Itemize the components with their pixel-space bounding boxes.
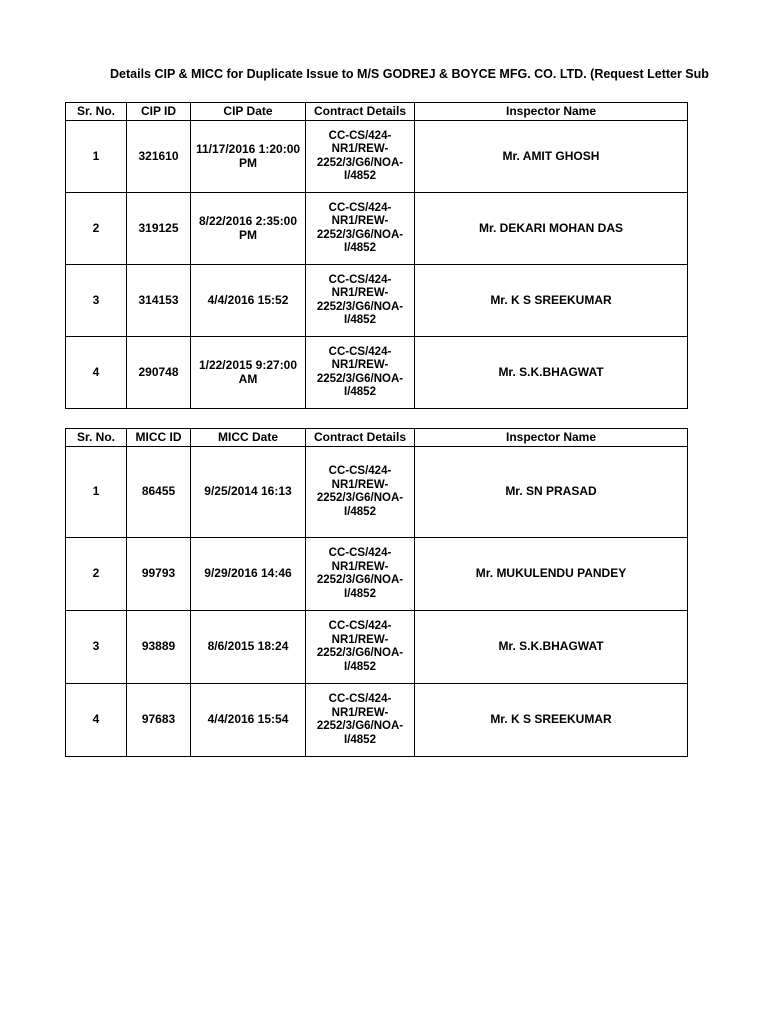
micc-id-cell: 97683 xyxy=(127,684,191,757)
table-row xyxy=(66,684,688,757)
inspector-name-cell: Mr. MUKULENDU PANDEY xyxy=(415,538,688,611)
table-header-row xyxy=(66,429,688,447)
sr-no-cell: 3 xyxy=(66,265,127,337)
table-row xyxy=(66,193,688,265)
micc-date-cell: 4/4/2016 15:54 xyxy=(191,684,306,757)
contract-details-cell: CC-CS/424-NR1/REW-2252/3/G6/NOA-I/4852 xyxy=(306,121,415,193)
micc-date-cell: 8/6/2015 18:24 xyxy=(191,611,306,684)
header-sr-no: Sr. No. xyxy=(66,429,127,447)
table-row xyxy=(66,538,688,611)
contract-details-cell: CC-CS/424-NR1/REW-2252/3/G6/NOA-I/4852 xyxy=(306,193,415,265)
micc-id-cell: 86455 xyxy=(127,447,191,538)
header-sr-no: Sr. No. xyxy=(66,103,127,121)
cip-table xyxy=(65,102,688,409)
inspector-name-cell: Mr. DEKARI MOHAN DAS xyxy=(415,193,688,265)
cip-id-cell: 314153 xyxy=(127,265,191,337)
contract-details-cell: CC-CS/424-NR1/REW-2252/3/G6/NOA-I/4852 xyxy=(306,337,415,409)
header-contract-details: Contract Details xyxy=(306,429,415,447)
inspector-name-cell: Mr. S.K.BHAGWAT xyxy=(415,611,688,684)
contract-details-cell: CC-CS/424-NR1/REW-2252/3/G6/NOA-I/4852 xyxy=(306,684,415,757)
cip-date-cell: 11/17/2016 1:20:00 PM xyxy=(191,121,306,193)
inspector-name-cell: Mr. K S SREEKUMAR xyxy=(415,265,688,337)
sr-no-cell: 4 xyxy=(66,684,127,757)
header-cip-date: CIP Date xyxy=(191,103,306,121)
table-row xyxy=(66,265,688,337)
cip-id-cell: 319125 xyxy=(127,193,191,265)
table-row xyxy=(66,337,688,409)
header-micc-date: MICC Date xyxy=(191,429,306,447)
cip-date-cell: 8/22/2016 2:35:00 PM xyxy=(191,193,306,265)
header-inspector-name: Inspector Name xyxy=(415,103,688,121)
sr-no-cell: 4 xyxy=(66,337,127,409)
contract-details-cell: CC-CS/424-NR1/REW-2252/3/G6/NOA-I/4852 xyxy=(306,538,415,611)
header-micc-id: MICC ID xyxy=(127,429,191,447)
micc-id-cell: 99793 xyxy=(127,538,191,611)
sr-no-cell: 2 xyxy=(66,193,127,265)
micc-id-cell: 93889 xyxy=(127,611,191,684)
micc-table xyxy=(65,428,688,757)
cip-date-cell: 4/4/2016 15:52 xyxy=(191,265,306,337)
header-inspector-name: Inspector Name xyxy=(415,429,688,447)
contract-details-cell: CC-CS/424-NR1/REW-2252/3/G6/NOA-I/4852 xyxy=(306,611,415,684)
micc-date-cell: 9/25/2014 16:13 xyxy=(191,447,306,538)
table-row xyxy=(66,447,688,538)
inspector-name-cell: Mr. K S SREEKUMAR xyxy=(415,684,688,757)
sr-no-cell: 2 xyxy=(66,538,127,611)
cip-id-cell: 290748 xyxy=(127,337,191,409)
sr-no-cell: 1 xyxy=(66,447,127,538)
inspector-name-cell: Mr. AMIT GHOSH xyxy=(415,121,688,193)
contract-details-cell: CC-CS/424-NR1/REW-2252/3/G6/NOA-I/4852 xyxy=(306,447,415,538)
table-row xyxy=(66,121,688,193)
inspector-name-cell: Mr. SN PRASAD xyxy=(415,447,688,538)
cip-id-cell: 321610 xyxy=(127,121,191,193)
contract-details-cell: CC-CS/424-NR1/REW-2252/3/G6/NOA-I/4852 xyxy=(306,265,415,337)
table-row xyxy=(66,611,688,684)
micc-date-cell: 9/29/2016 14:46 xyxy=(191,538,306,611)
inspector-name-cell: Mr. S.K.BHAGWAT xyxy=(415,337,688,409)
table-header-row xyxy=(66,103,688,121)
sr-no-cell: 3 xyxy=(66,611,127,684)
header-contract-details: Contract Details xyxy=(306,103,415,121)
sr-no-cell: 1 xyxy=(66,121,127,193)
cip-date-cell: 1/22/2015 9:27:00 AM xyxy=(191,337,306,409)
page-title: Details CIP & MICC for Duplicate Issue to M/S GODREJ & BOYCE MFG. CO. LTD. (Request Letter Sub xyxy=(110,67,709,81)
header-cip-id: CIP ID xyxy=(127,103,191,121)
